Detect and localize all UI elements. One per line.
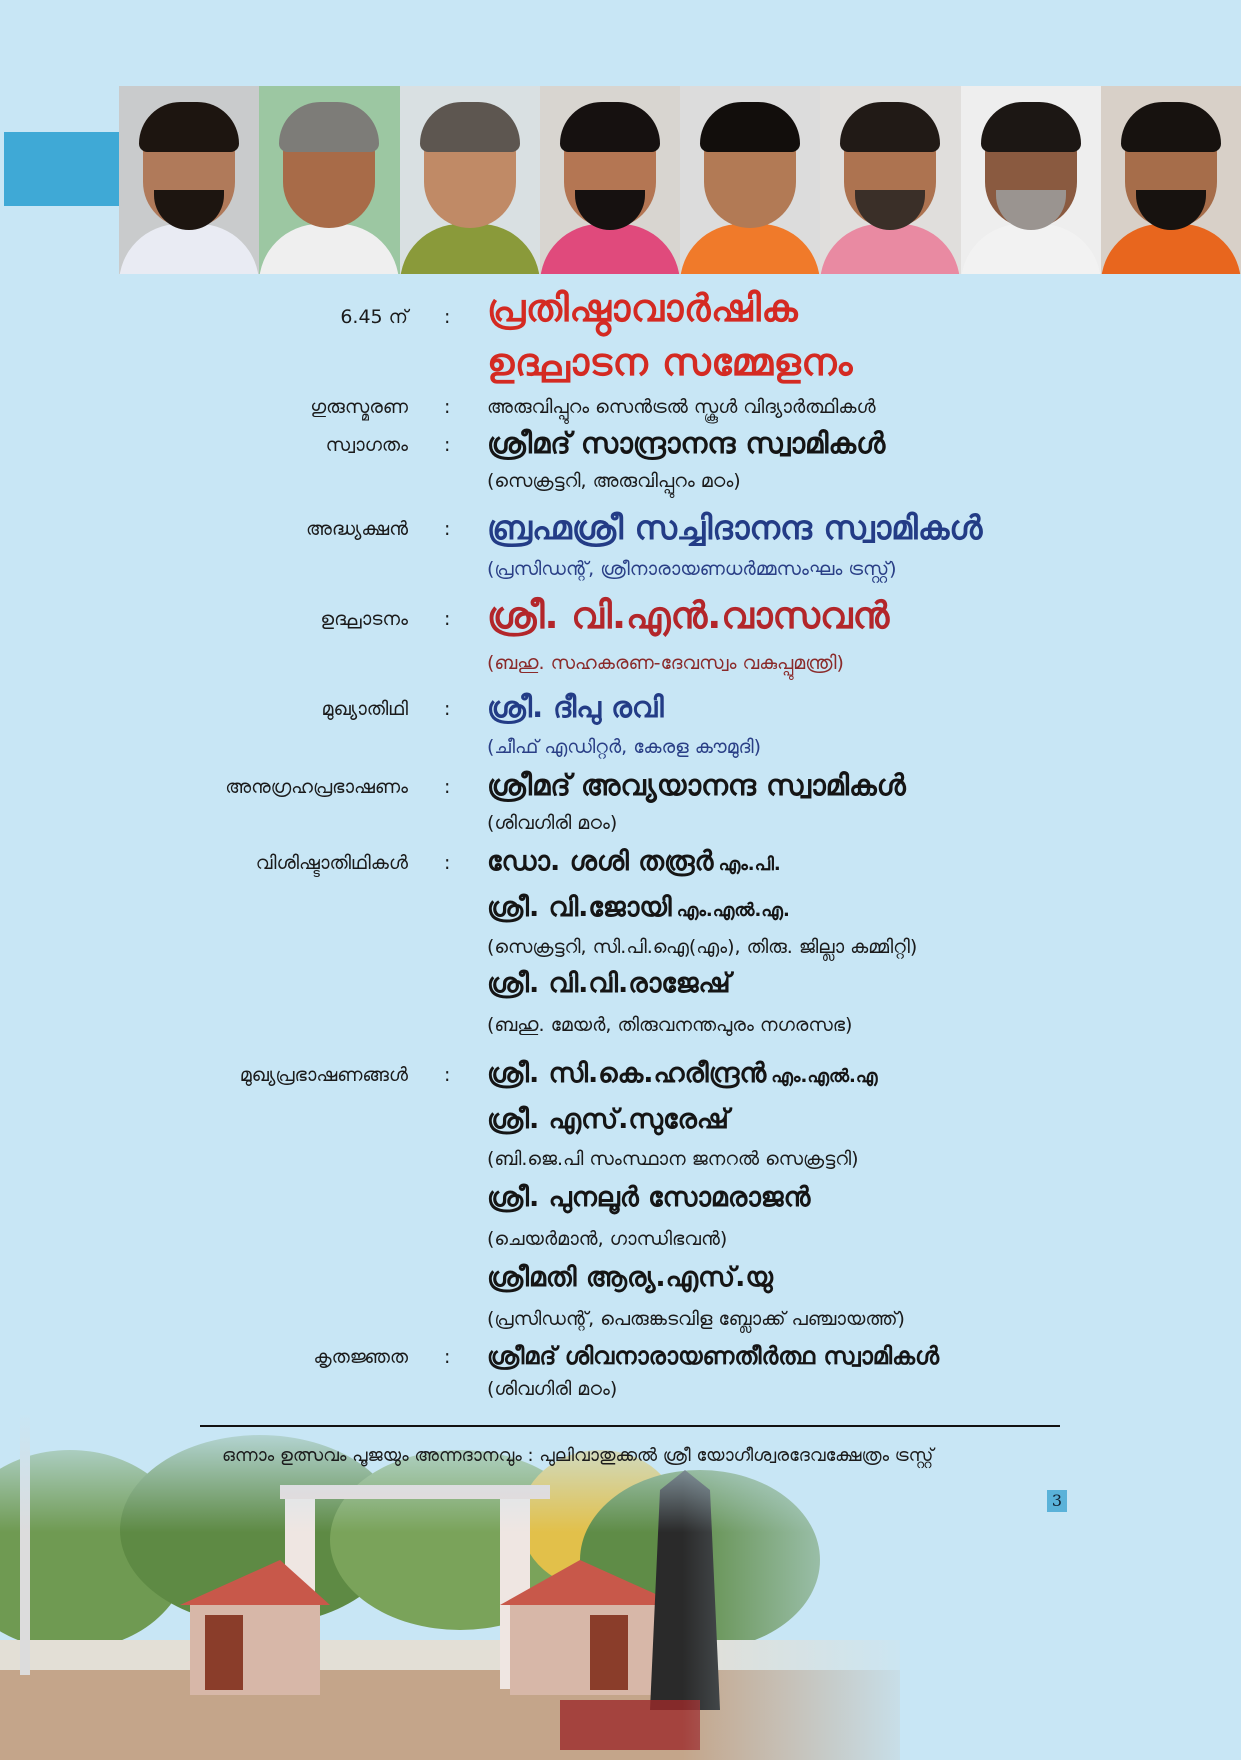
portrait-hair — [560, 102, 660, 152]
colon: : — [444, 434, 451, 456]
kruthajnatha-name: ശ്രീമദ് ശിവനാരായണതീർത്ഥ സ്വാമികൾ — [487, 1342, 940, 1370]
portrait-shirt — [1101, 224, 1241, 274]
portrait-shirt — [820, 224, 960, 274]
gurusmarana-value: അരുവിപ്പുറം സെൻട്രൽ സ്കൂൾ വിദ്യാർത്ഥികൾ — [487, 396, 876, 418]
portrait-shirt — [680, 224, 820, 274]
speaker-designation: (ചെയർമാൻ, ഗാന്ധിഭവൻ) — [487, 1228, 728, 1250]
portrait-hair — [700, 102, 800, 152]
anugraha-label: അനുഗ്രഹപ്രഭാഷണം — [225, 776, 408, 798]
mukhyathithi-designation: (ചീഫ് എഡിറ്റർ, കേരള കൗമുദി) — [487, 736, 762, 758]
colon: : — [444, 776, 451, 798]
portrait-hair — [981, 102, 1081, 152]
guest-portrait — [961, 86, 1101, 274]
guest-suffix: എം.പി. — [718, 854, 781, 875]
footer-rule — [200, 1425, 1060, 1427]
portrait-shirt — [119, 224, 259, 274]
portrait-hair — [840, 102, 940, 152]
speaker-arya: ശ്രീമതി ആര്യ.എസ്.യു — [487, 1262, 773, 1293]
udghadanam-name: ശ്രീ. വി.എൻ.വാസവൻ — [487, 594, 890, 637]
portrait-shirt — [961, 224, 1101, 274]
guest-photo-strip — [119, 86, 1241, 274]
accent-strip — [4, 132, 119, 206]
portrait-beard — [855, 190, 925, 230]
colon: : — [444, 518, 451, 540]
gurusmarana-label: ഗുരുസ്മരണ — [310, 396, 408, 418]
portrait-hair — [1121, 102, 1221, 152]
swagatham-name: ശ്രീമദ് സാന്ദ്രാനന്ദ സ്വാമികൾ — [487, 426, 886, 460]
time-label: 6.45 ന് — [340, 306, 408, 328]
udghadanam-label: ഉദ്ഘാടനം — [320, 608, 408, 630]
guest-rajesh: ശ്രീ. വി.വി.രാജേഷ് — [487, 968, 731, 999]
mukhyathithi-name: ശ്രീ. ദീപു രവി — [487, 690, 664, 724]
portrait-hair — [279, 102, 379, 152]
portrait-beard — [996, 190, 1066, 230]
portrait-shirt — [540, 224, 680, 274]
speaker-somarajan: ശ്രീ. പുനലൂർ സോമരാജൻ — [487, 1182, 811, 1213]
guest-portrait — [1101, 86, 1241, 274]
visishtathithikal-label: വിശിഷ്ടാതിഥികൾ — [255, 852, 408, 874]
guest-name: ശ്രീ. വി.ജോയി — [487, 892, 672, 923]
speaker-suresh: ശ്രീ. എസ്.സുരേഷ് — [487, 1104, 729, 1135]
guest-portrait — [680, 86, 820, 274]
guest-name: ഡോ. ശശി തരൂർ — [487, 846, 714, 877]
colon: : — [444, 306, 451, 328]
colon: : — [444, 608, 451, 630]
portrait-beard — [154, 190, 224, 230]
guest-portrait — [119, 86, 259, 274]
colon: : — [444, 1064, 451, 1086]
adhyakshan-designation: (പ്രസിഡന്റ്, ശ്രീനാരായണധർമ്മസംഘം ട്രസ്റ്റ്) — [487, 558, 897, 580]
event-title-line1: പ്രതിഷ്ഠാവാർഷിക — [487, 286, 799, 330]
speaker-name: ശ്രീ. സി.കെ.ഹരീന്ദ്രൻ — [487, 1058, 767, 1089]
guest-portrait — [259, 86, 399, 274]
guest-joy — [487, 892, 790, 924]
portrait-shirt — [259, 224, 399, 274]
speaker-suffix: എം.എൽ.എ — [771, 1066, 878, 1087]
kruthajnatha-label: കൃതജ്ഞത — [313, 1346, 408, 1368]
swagatham-label: സ്വാഗതം — [325, 434, 408, 456]
footnote: ഒന്നാം ഉത്സവം പൂജയും അന്നദാനവും : പുലിവാതുക്കൽ ശ്രീ യോഗീശ്വരദേവക്ഷേത്രം ട്രസ്റ്റ് — [222, 1445, 934, 1466]
guest-tharoor — [487, 846, 781, 878]
portrait-beard — [1136, 190, 1206, 230]
colon: : — [444, 396, 451, 418]
page-number: 3 — [1047, 1490, 1067, 1512]
adhyakshan-name: ബ്രഹ്മശ്രീ സച്ചിദാനന്ദ സ്വാമികൾ — [487, 508, 983, 547]
guest-designation: (ബഹു. മേയർ, തിരുവനന്തപുരം നഗരസഭ) — [487, 1014, 853, 1036]
mukhyathithi-label: മുഖ്യാതിഥി — [321, 698, 408, 720]
colon: : — [444, 1346, 451, 1368]
portrait-hair — [139, 102, 239, 152]
udghadanam-designation: (ബഹു. സഹകരണ-ദേവസ്വം വകുപ്പുമന്ത്രി) — [487, 652, 844, 674]
anugraha-name: ശ്രീമദ് അവ്യയാനന്ദ സ്വാമികൾ — [487, 768, 906, 802]
speaker-designation: (പ്രസിഡന്റ്, പെരുങ്കടവിള ബ്ലോക്ക് പഞ്ചായത്ത്) — [487, 1308, 905, 1330]
guest-portrait — [540, 86, 680, 274]
guest-portrait — [820, 86, 960, 274]
kruthajnatha-designation: (ശിവഗിരി മഠം) — [487, 1378, 618, 1400]
guest-suffix: എം.എൽ.എ. — [676, 900, 790, 921]
colon: : — [444, 852, 451, 874]
mukhyaprabhashanangal-label: മുഖ്യപ്രഭാഷണങ്ങൾ — [239, 1064, 408, 1086]
speaker-hareendran — [487, 1058, 878, 1090]
event-title-line2: ഉദ്ഘാടന സമ്മേളനം — [487, 340, 853, 384]
portrait-hair — [420, 102, 520, 152]
colon: : — [444, 698, 451, 720]
swagatham-designation: (സെക്രട്ടറി, അരുവിപ്പുറം മഠം) — [487, 470, 741, 492]
portrait-shirt — [400, 224, 540, 274]
guest-portrait — [400, 86, 540, 274]
anugraha-designation: (ശിവഗിരി മഠം) — [487, 812, 618, 834]
guest-designation: (സെക്രട്ടറി, സി.പി.ഐ(എം), തിരു. ജില്ലാ കമ്മിറ്റി) — [487, 936, 918, 958]
speaker-designation: (ബി.ജെ.പി സംസ്ഥാന ജനറൽ സെക്രട്ടറി) — [487, 1148, 859, 1170]
adhyakshan-label: അദ്ധ്യക്ഷൻ — [306, 518, 408, 540]
portrait-beard — [575, 190, 645, 230]
